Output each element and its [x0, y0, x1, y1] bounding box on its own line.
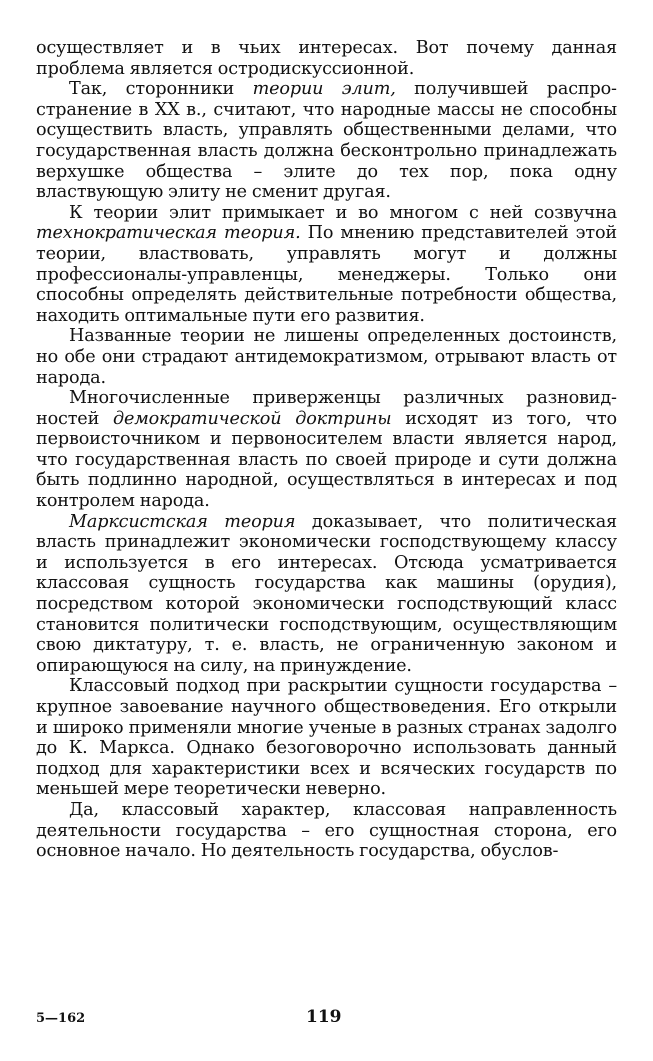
paragraph-8-text: Да, классовый характер, классовая направленность деятельности государства – его сущностная сторона, его основное начало. Но деятельность государства, обуслов- — [36, 799, 617, 862]
paragraph-1 — [36, 38, 617, 79]
paragraph-6-text: доказывает, что политическая власть принадлежит экономически господствующему классу и используется в его интересах. Отсюда усматривается классовая сущность государства как машины (орудия), посредством которой экономически господствующий класс становится политически господствующим, осуществляющим свою диктатуру, т. е. власть, не ограниченную законом и опирающуюся на силу, на принуждение. — [36, 511, 617, 676]
paragraph-3-italic-term: технократическая теория. — [36, 223, 301, 244]
paragraph-2-italic-term: теории элит, — [252, 79, 396, 100]
paragraph-1-text: осуществляет и в чьих интересах. Вот почему данная проблема является остродискуссионной. — [36, 38, 617, 79]
paragraph-3 — [36, 203, 617, 327]
page-footer — [36, 1007, 617, 1031]
paragraph-5 — [36, 388, 617, 512]
paragraph-4-text: Названные теории не лишены определенных достоинств, но обе они страдают антидемократизмом, отрывают власть от народа. — [36, 326, 617, 388]
paragraph-3-text-2: По мнению представителей этой теории, властвовать, управлять могут и должны профессионалы-управленцы, менеджеры. Только они способны определять действительные потребности общества, находить оптимальные пути его развития. — [36, 223, 617, 326]
paragraph-7-text: Классовый подход при раскрытии сущности государства – крупное завоевание научного обществоведения. Его открыли и широко применяли многие ученые в разных странах задолго до К. Маркса. Однако безоговорочно использовать данный подход для характеристики всех и всяческих государств по меньшей мере теоретически неверно. — [36, 676, 617, 800]
paragraph-7 — [36, 676, 617, 800]
printer-signature-mark: 5—162 — [36, 1011, 86, 1026]
page-number: 119 — [306, 1007, 342, 1027]
page-text — [36, 38, 617, 862]
paragraph-3-text-1: К теории элит примыкает и во многом с ней созвучна — [69, 202, 617, 223]
paragraph-6 — [36, 512, 617, 677]
paragraph-6-italic-term: Марксистская теория — [69, 511, 296, 532]
paragraph-5-text-1: Многочисленные приверженцы различных разновидностей — [36, 388, 617, 429]
paragraph-2 — [36, 79, 617, 203]
paragraph-4 — [36, 326, 617, 388]
paragraph-5-italic-term: демократической доктрины — [112, 408, 392, 429]
paragraph-8 — [36, 800, 617, 862]
paragraph-2-text-1: Так, сторонники — [69, 79, 253, 100]
paragraph-5-text-2: исходят из того, что первоисточником и первоносителем власти является народ, что государственная власть по своей природе и сути должна быть подлинно народной, осуществляться в интересах и под контролем народа. — [36, 408, 617, 512]
paragraph-2-text-2: получившей распространение в XX в., считают, что народные массы не способны осуществить власть, управлять общественными делами, что государственная власть должна бесконтрольно принадлежать верхушке общества – элите до тех пор, пока одну властвующую элиту не сменит другая. — [36, 79, 617, 203]
